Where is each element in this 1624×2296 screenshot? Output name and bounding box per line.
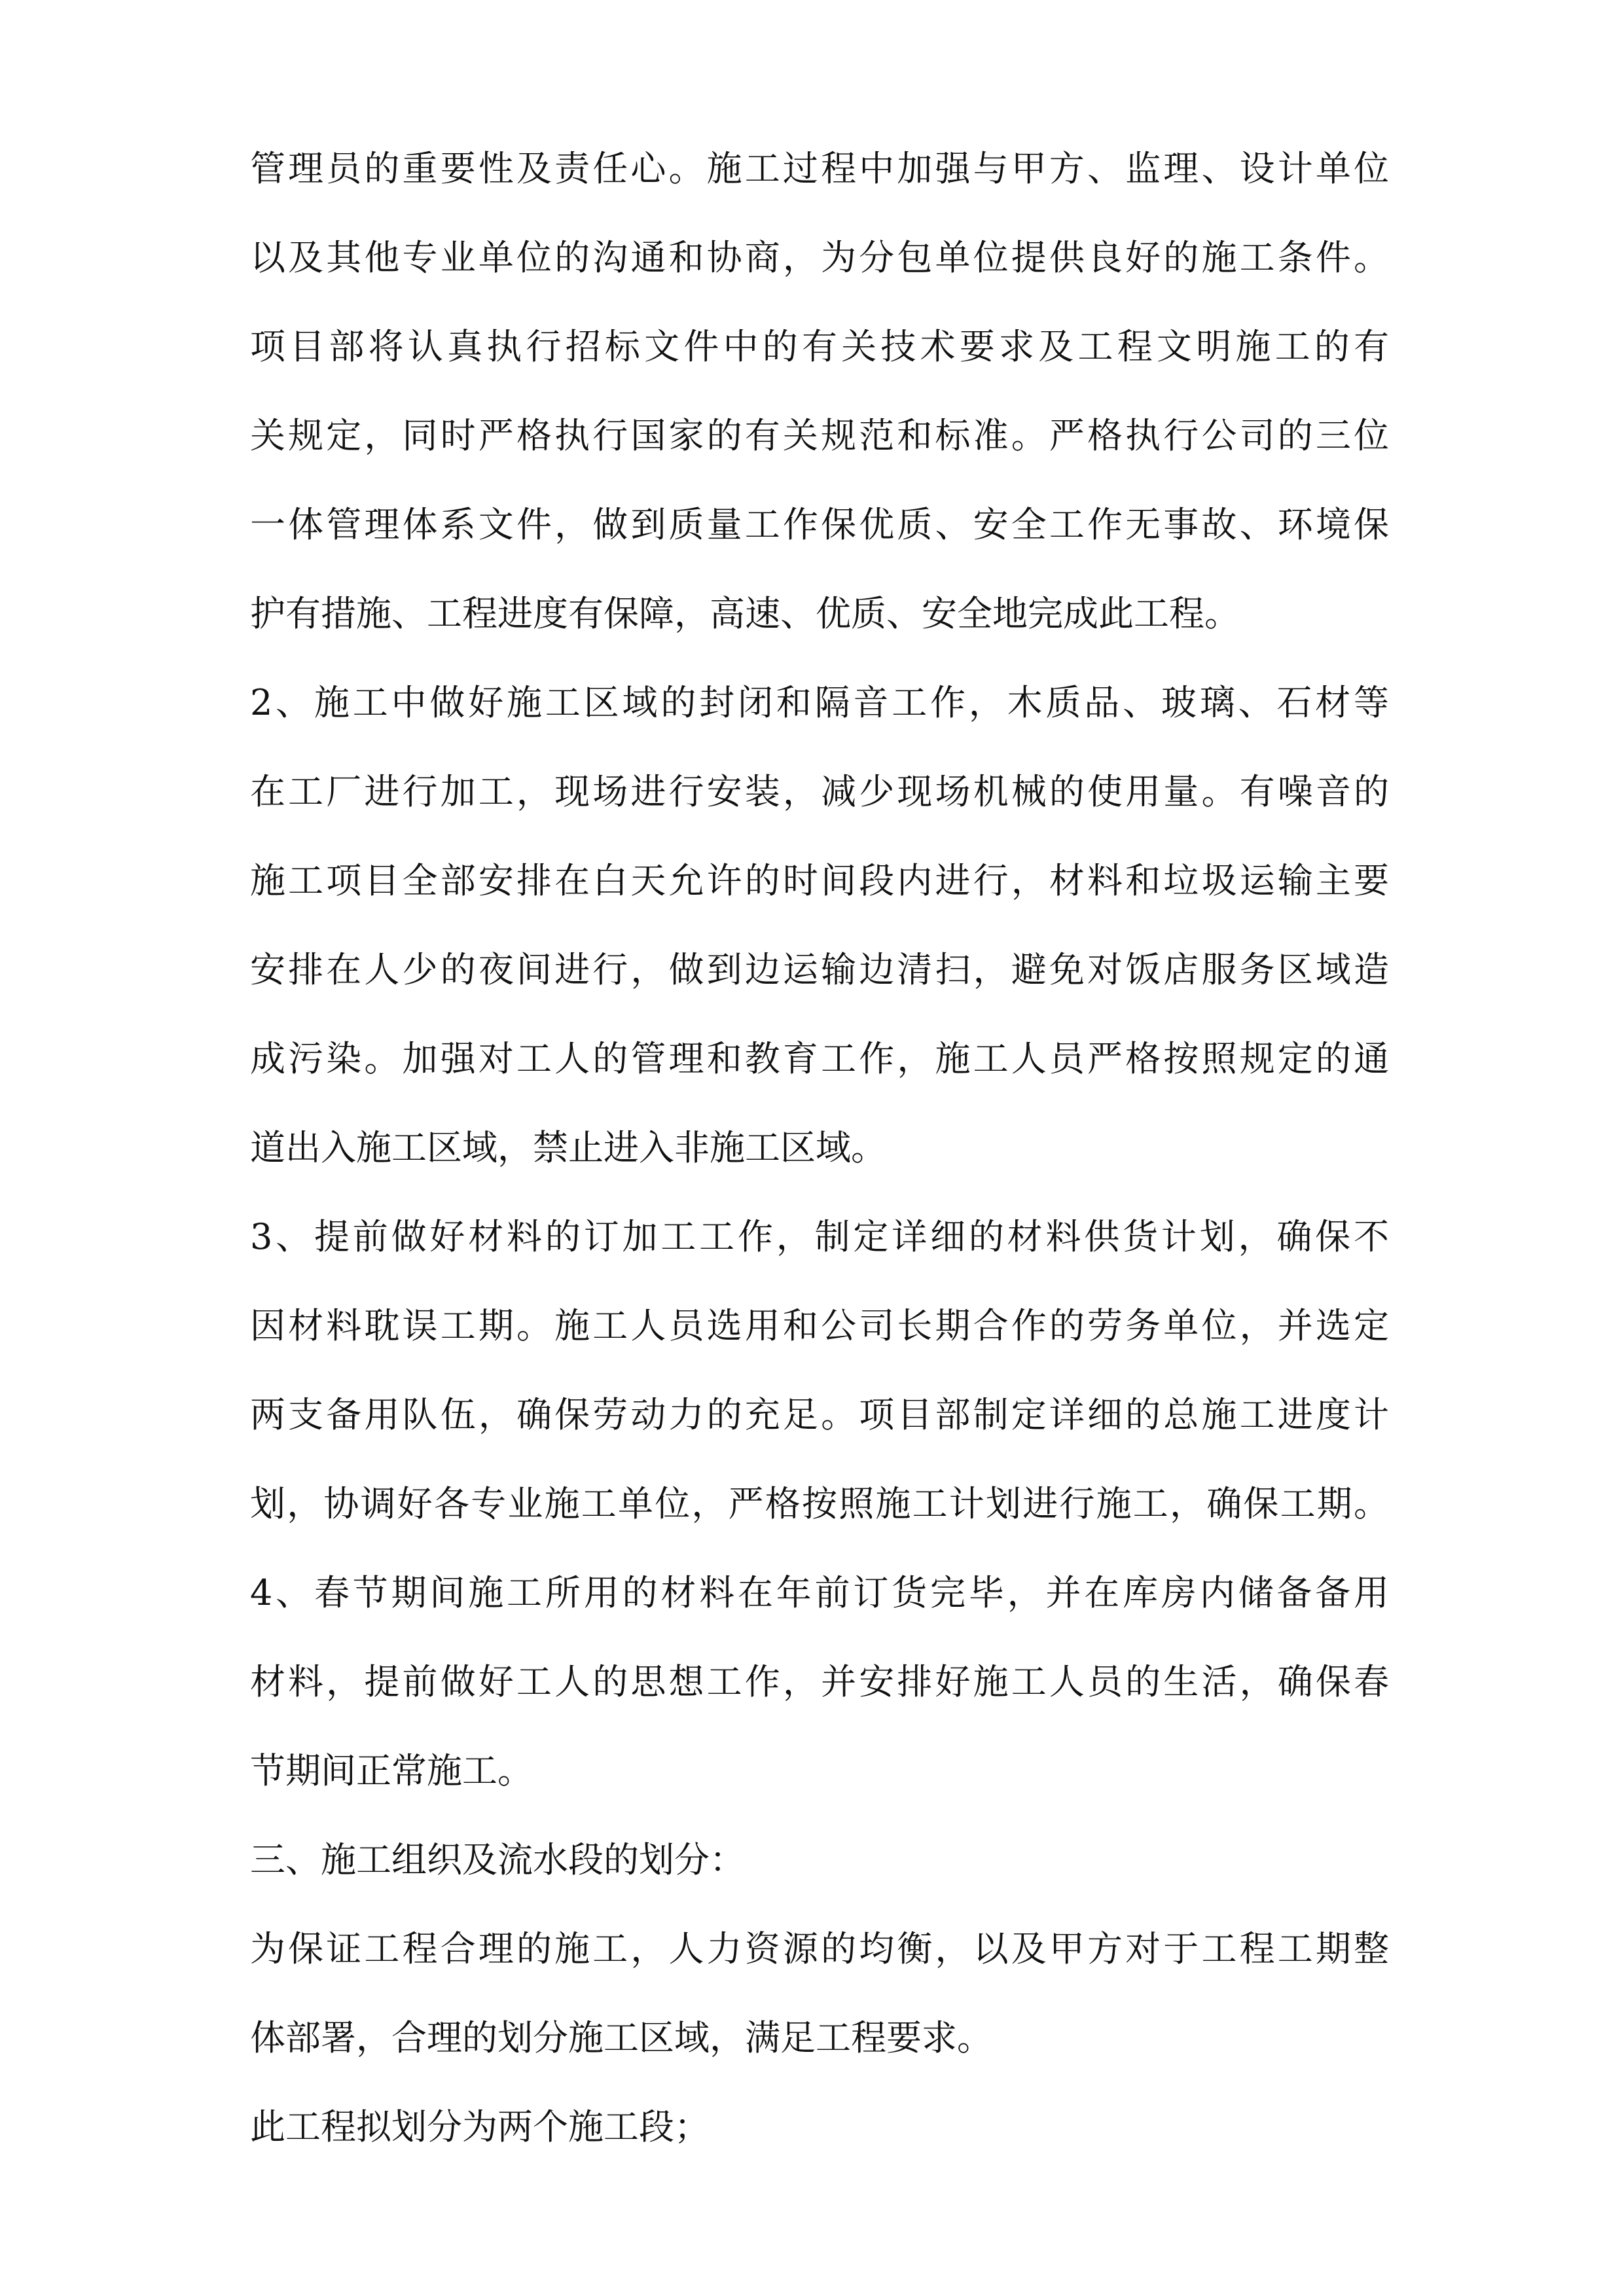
text-line-2: 以及其他专业单位的沟通和协商，为分包单位提供良好的施工条件。: [250, 237, 1389, 278]
text-line-4: 关规定，同时严格执行国家的有关规范和标准。严格执行公司的三位: [250, 415, 1389, 456]
text-line-15: 两支备用队伍，确保劳动力的充足。项目部制定详细的总施工进度计: [250, 1394, 1389, 1435]
text-line-14: 因材料耽误工期。施工人员选用和公司长期合作的劳务单位，并选定: [250, 1305, 1389, 1346]
text-line-10: 安排在人少的夜间进行，做到边运输边清扫，避免对饭店服务区域造: [250, 949, 1389, 990]
text-line-13: 3、提前做好材料的订加工工作，制定详细的材料供货计划，确保不: [250, 1216, 1389, 1257]
body-text: [250, 124, 1389, 2172]
text-line-23: 此工程拟划分为两个施工段；: [250, 2106, 710, 2147]
text-line-12: 道出入施工区域，禁止进入非施工区域。: [250, 1127, 886, 1168]
text-line-16: 划，协调好各专业施工单位，严格按照施工计划进行施工，确保工期。: [250, 1483, 1389, 1524]
text-line-7: 2、施工中做好施工区域的封闭和隔音工作，木质品、玻璃、石材等: [250, 682, 1389, 723]
text-line-22: 体部署，合理的划分施工区域，满足工程要求。: [250, 2017, 992, 2058]
text-line-21: 为保证工程合理的施工，人力资源的均衡，以及甲方对于工程工期整: [250, 1928, 1389, 1969]
text-line-11: 成污染。加强对工人的管理和教育工作，施工人员严格按照规定的通: [250, 1038, 1389, 1079]
text-line-5: 一体管理体系文件，做到质量工作保优质、安全工作无事故、环境保: [250, 504, 1389, 545]
text-line-3: 项目部将认真执行招标文件中的有关技术要求及工程文明施工的有: [250, 326, 1389, 367]
section-heading: 三、施工组织及流水段的划分：: [250, 1839, 745, 1880]
text-line-18: 材料，提前做好工人的思想工作，并安排好施工人员的生活，确保春: [250, 1661, 1389, 1702]
text-line-6: 护有措施、工程进度有保障，高速、优质、安全地完成此工程。: [250, 593, 1240, 634]
text-line-8: 在工厂进行加工，现场进行安装，减少现场机械的使用量。有噪音的: [250, 771, 1389, 812]
text-line-9: 施工项目全部安排在白天允许的时间段内进行，材料和垃圾运输主要: [250, 860, 1389, 901]
text-line-19: 节期间正常施工。: [250, 1750, 533, 1791]
text-line-1: 管理员的重要性及责任心。施工过程中加强与甲方、监理、设计单位: [250, 148, 1389, 189]
text-line-17: 4、春节期间施工所用的材料在年前订货完毕，并在库房内储备备用: [250, 1572, 1389, 1613]
